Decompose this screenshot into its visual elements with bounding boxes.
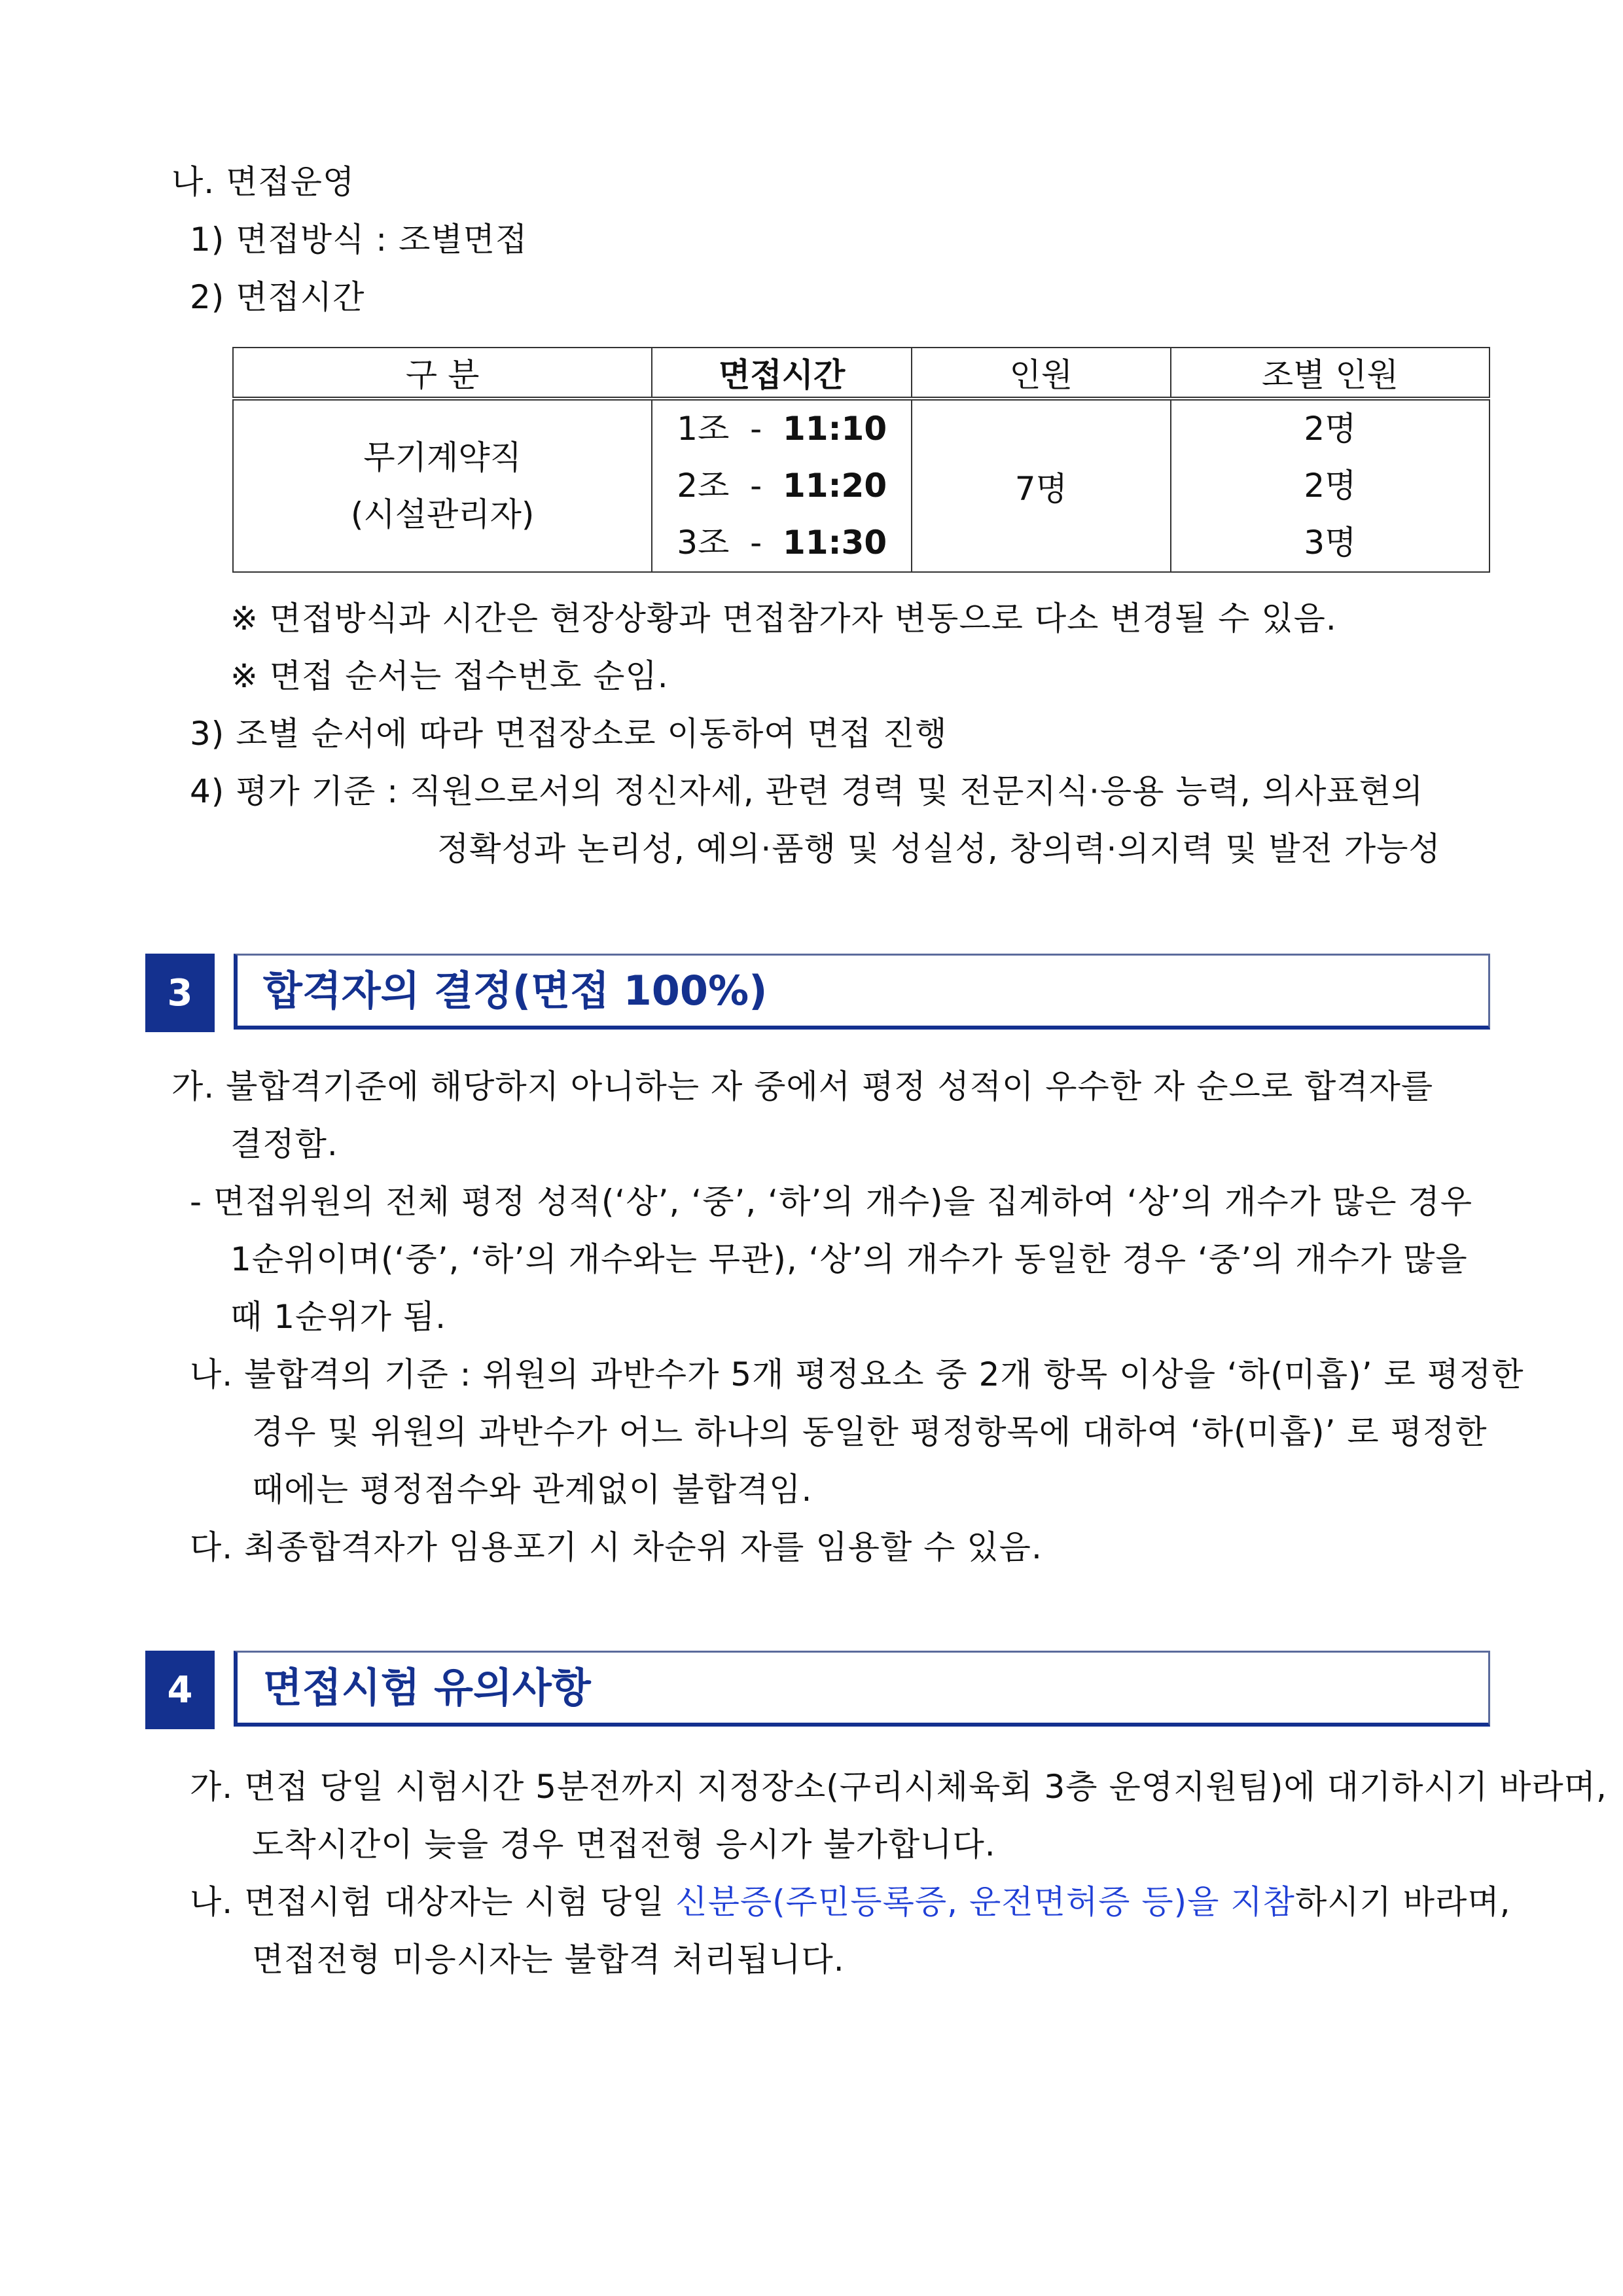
notice-na: 나. 면접시험 대상자는 시험 당일 신분증(주민등록증, 운전면허증 등)을 지참하시기 바라며,: [190, 1883, 1511, 1921]
group-time-row: 2조 - 11:20: [677, 467, 887, 505]
fail-criteria-na-cont2: 때에는 평정점수와 관계없이 불합격임.: [252, 1471, 813, 1509]
item-na-interview-operation: 나. 면접운영: [171, 163, 355, 201]
item-interview-time: 2) 면접시간: [190, 278, 365, 316]
item-evaluation-criteria-cont: 정확성과 논리성, 예의·품행 및 성실성, 창의력·의지력 및 발전 가능성: [437, 830, 1441, 868]
header-group-headcount: 조별 인원: [1171, 348, 1489, 399]
group-count: 3명: [1304, 524, 1357, 562]
notice-ga-cont: 도착시간이 늦을 경우 면접전형 응시가 불가합니다.: [252, 1825, 996, 1863]
note-schedule-change: ※ 면접방식과 시간은 현장상황과 면접참가자 변동으로 다소 변경될 수 있음.: [230, 600, 1337, 637]
group-count: 2명: [1304, 410, 1357, 448]
group-time-row: 1조 - 11:10: [677, 410, 887, 448]
interview-schedule-table: [232, 347, 1490, 573]
note-order: ※ 면접 순서는 접수번호 순임.: [230, 657, 669, 695]
section-number-badge: 4: [145, 1651, 215, 1729]
category-line1: 무기계약직: [363, 438, 522, 476]
group-times-cell: [652, 399, 912, 572]
item-evaluation-criteria: 4) 평가 기준 : 직원으로서의 정신자세, 관련 경력 및 전문지식·응용 능력, 의사표현의: [190, 772, 1424, 810]
notice-na-cont: 면접전형 미응시자는 불합격 처리됩니다.: [252, 1941, 845, 1979]
header-interview-time: 면접시간: [652, 348, 912, 399]
category-cell: [233, 399, 652, 572]
group-time-row: 3조 - 11:30: [677, 524, 887, 562]
replacement-da: 다. 최종합격자가 임용포기 시 차순위 자를 임용할 수 있음.: [190, 1528, 1043, 1566]
item-group-order: 3) 조별 순서에 따라 면접장소로 이동하여 면접 진행: [190, 715, 948, 753]
item-interview-method: 1) 면접방식 : 조별면접: [190, 221, 528, 259]
category-line2: (시설관리자): [350, 495, 535, 533]
fail-criteria-na-cont1: 경우 및 위원의 과반수가 어느 하나의 동일한 평정항목에 대하여 ‘하(미흡)’ 로 평정한: [252, 1413, 1488, 1451]
ranking-rule-cont2: 때 1순위가 됨.: [230, 1298, 446, 1336]
section-title: 면접시험 유의사항: [263, 1664, 591, 1712]
ranking-rule: - 면접위원의 전체 평정 성적(‘상’, ‘중’, ‘하’의 개수)을 집계하여 ‘상’의 개수가 많은 경우: [190, 1183, 1473, 1221]
fail-criteria-na: 나. 불합격의 기준 : 위원의 과반수가 5개 평정요소 중 2개 항목 이상을 ‘하(미흡)’ 로 평정한: [190, 1355, 1524, 1393]
header-headcount: 인원: [912, 348, 1171, 399]
total-headcount-cell: 7명: [912, 399, 1171, 572]
section-title: 합격자의 결정(면접 100%): [263, 967, 768, 1014]
ranking-rule-cont1: 1순위이며(‘중’, ‘하’의 개수와는 무관), ‘상’의 개수가 동일한 경우 ‘중’의 개수가 많을: [230, 1240, 1468, 1278]
group-count: 2명: [1304, 467, 1357, 505]
pass-criteria-ga: 가. 불합격기준에 해당하지 아니하는 자 중에서 평정 성적이 우수한 자 순으로 합격자를: [171, 1067, 1434, 1105]
header-category: 구 분: [233, 348, 652, 399]
group-counts-cell: [1171, 399, 1489, 572]
pass-criteria-ga-cont: 결정함.: [230, 1125, 338, 1163]
section-number-badge: 3: [145, 954, 215, 1032]
notice-ga: 가. 면접 당일 시험시간 5분전까지 지정장소(구리시체육회 3층 운영지원팀)에 대기하시기 바라며,: [190, 1768, 1607, 1806]
id-card-highlight: 신분증(주민등록증, 운전면허증 등)을 지참: [675, 1883, 1295, 1921]
